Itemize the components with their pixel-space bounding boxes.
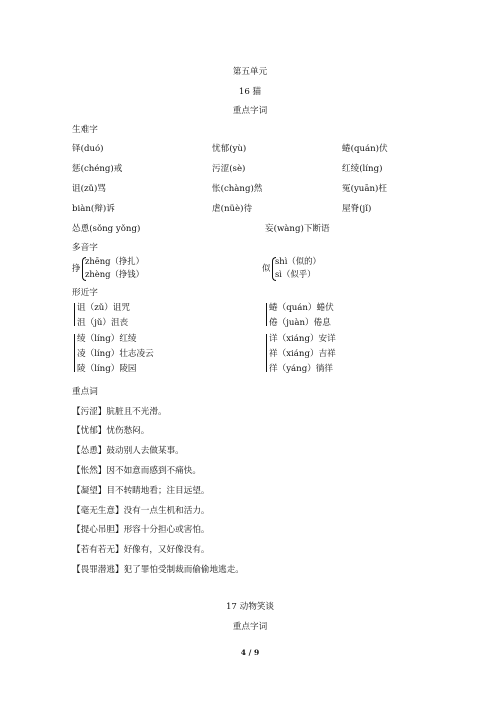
hard-char-item: 妄(wàng)下断语 — [265, 224, 330, 234]
similar-item: 倦（juàn）倦息 — [269, 318, 331, 328]
hard-chars-heading: 生难字 — [72, 125, 98, 135]
key-word-def: 犯了罪怕受制裁而偷偷地逃走。 — [123, 565, 244, 575]
key-word-def: 目不转睛地看；注目远望。 — [106, 486, 210, 496]
page-number: 4 / 9 — [240, 648, 260, 657]
hard-char-item: 屋脊(jǐ) — [342, 204, 372, 214]
lesson-title: 16 猫 — [238, 87, 262, 97]
hard-char-item: 铎(duó) — [72, 144, 104, 154]
similar-item: 蜷（quán）蜷伏 — [269, 303, 334, 313]
group-bar — [266, 334, 267, 372]
hard-char-item: 冤(yuān)枉 — [342, 184, 387, 194]
similar-item: 绫（líng）红绫 — [77, 334, 137, 344]
key-word-term: 【毫无生意】 — [72, 506, 124, 516]
similar-heading: 形近字 — [72, 288, 98, 298]
unit-title: 第五单元 — [232, 67, 268, 77]
key-word-def: 肮脏且不光滑。 — [106, 407, 167, 417]
key-words-heading: 重点词 — [72, 387, 98, 397]
key-word-def: 忧伤愁闷。 — [106, 426, 150, 436]
hard-char-item: 蜷(quán)伏 — [342, 144, 388, 154]
key-word-def: 形容十分担心或害怕。 — [123, 525, 210, 535]
similar-item: 凌（líng）壮志凌云 — [77, 349, 154, 359]
key-word-term: 【污涩】 — [72, 407, 107, 417]
similar-item: 祥（xiáng）吉祥 — [269, 349, 336, 359]
key-word-term: 【怂恿】 — [72, 446, 107, 456]
polyphone-reading: zhēng（挣扎） — [85, 256, 145, 266]
key-word-entry — [72, 486, 210, 497]
polyphone-reading: shì（似的） — [275, 256, 321, 266]
group-bar — [266, 303, 267, 326]
hard-char-item: 虐(nüè)待 — [212, 204, 253, 214]
key-word-term: 【畏罪潜逃】 — [72, 565, 124, 575]
polyphone-reading: zhèng（挣钱） — [85, 269, 145, 279]
polyphone-char: 似 — [262, 263, 271, 273]
similar-item: 诅（zǔ）诅咒 — [77, 303, 131, 313]
key-word-term: 【若有若无】 — [72, 545, 124, 555]
hard-char-item: 忧郁(yù) — [212, 144, 247, 154]
hard-char-item: 怅(chàng)然 — [212, 184, 263, 194]
section-heading: 重点字词 — [232, 106, 268, 116]
hard-char-item: 惩(chéng)戒 — [72, 164, 123, 174]
key-word-entry — [72, 545, 210, 556]
key-word-entry — [72, 525, 210, 536]
key-word-def: 因不如意而感到不痛快。 — [106, 466, 201, 476]
key-word-term: 【怅然】 — [72, 466, 107, 476]
key-word-entry — [72, 426, 149, 437]
key-word-term: 【提心吊胆】 — [72, 525, 124, 535]
group-bar — [74, 303, 75, 326]
similar-item: 徉（yáng）徜徉 — [269, 364, 333, 374]
key-word-entry — [72, 407, 167, 418]
polyphone-group — [262, 256, 382, 282]
hard-char-item: 红绫(líng) — [342, 164, 383, 174]
key-word-entry — [72, 446, 184, 457]
hard-char-item: 污涩(sè) — [212, 164, 246, 174]
hard-char-item: 诅(zǔ)骂 — [72, 184, 106, 194]
key-word-entry — [72, 466, 201, 477]
key-word-term: 【凝望】 — [72, 486, 107, 496]
similar-item: 沮（jǔ）沮丧 — [77, 318, 129, 328]
key-word-def: 没有一点生机和活力。 — [123, 506, 210, 516]
section-heading: 重点字词 — [232, 622, 268, 632]
similar-item: 陵（líng）陵园 — [77, 364, 137, 374]
key-word-term: 【忧郁】 — [72, 426, 107, 436]
lesson-title: 17 动物笑谈 — [225, 602, 275, 612]
key-word-def: 好像有，又好像没有。 — [123, 545, 210, 555]
key-word-entry — [72, 506, 210, 517]
hard-char-item: 怂恿(sǒng yǒng) — [72, 224, 141, 234]
similar-item: 详（xiáng）安详 — [269, 334, 336, 344]
polyphone-group — [72, 256, 192, 282]
polyphone-char: 挣 — [72, 263, 81, 273]
polyphone-heading: 多音字 — [72, 243, 98, 253]
key-word-def: 鼓动别人去做某事。 — [106, 446, 184, 456]
group-bar — [74, 334, 75, 372]
polyphone-reading: sì（似乎） — [275, 269, 316, 279]
hard-char-item: biàn(辩)诉 — [72, 204, 115, 214]
key-word-entry — [72, 565, 244, 576]
